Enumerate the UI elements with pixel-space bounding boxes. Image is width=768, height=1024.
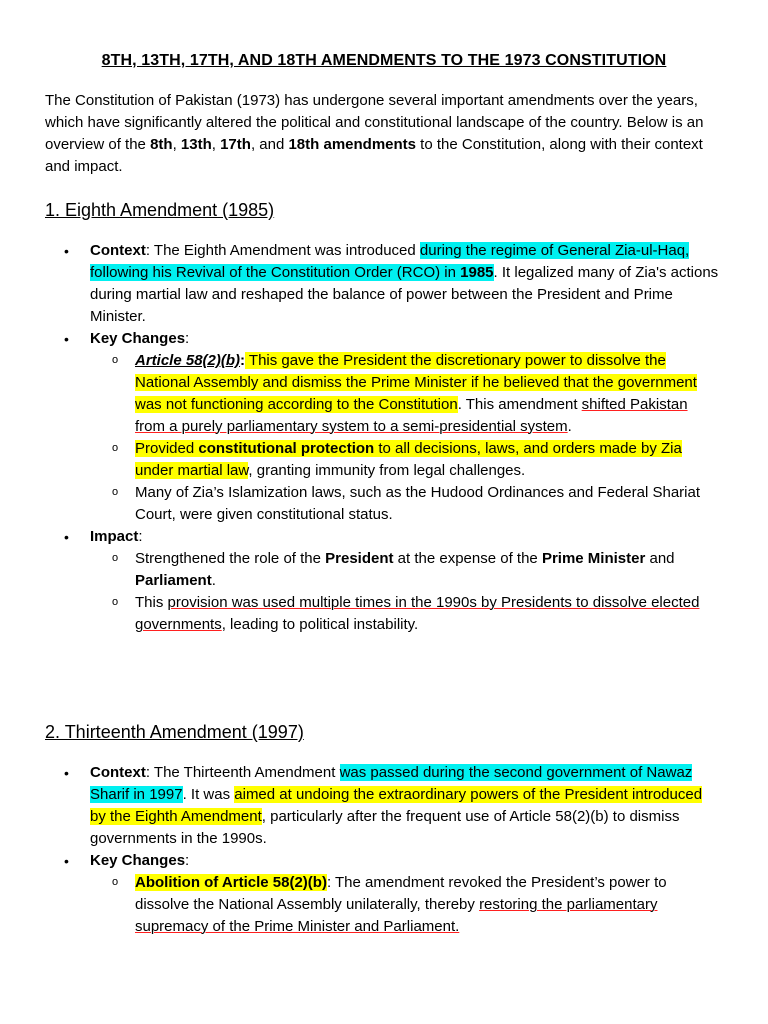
context-13th-text-3: , particularly after the frequent use of Article 58(2)(b) to dismiss governments in the 1990s. — [90, 808, 680, 847]
section2-list — [62, 762, 720, 938]
article-58-text-1: . This amendment — [457, 396, 582, 413]
impact-text-2: at the expense of the — [393, 550, 542, 567]
context-13th-highlight-yellow: aimed at undoing the extraordinary powers of the President introduced by the Eighth Amendment — [90, 786, 703, 825]
impact-colon: : — [138, 528, 143, 545]
context-highlight-year: 1985 — [460, 264, 494, 281]
impact-bold-parliament: Parliament — [135, 572, 212, 589]
provision-text-1: This — [135, 594, 168, 611]
context-text-1: : The Eighth Amendment was introduced — [145, 242, 420, 259]
protection-bold: constitutional protection — [198, 440, 375, 457]
list-item-context — [62, 240, 720, 328]
list-item-impact-provision — [90, 592, 720, 636]
intro-bold-18th: 18th amendments — [288, 136, 417, 153]
list-item-context-13th — [62, 762, 720, 850]
list-item-impact-president — [90, 548, 720, 592]
list-item-constitutional-protection — [90, 438, 720, 482]
key-changes-sublist — [90, 350, 720, 526]
article-58-colon: : — [240, 352, 246, 369]
intro-text-3: , — [211, 136, 221, 153]
impact-bold-prime-minister: Prime Minister — [541, 550, 646, 567]
article-58-highlight: This gave the President the discretionary power to dissolve the National Assembly and dismiss the Prime Minister if he believed that the government was not functioning according to the Constitution — [135, 352, 697, 413]
key-changes-colon: : — [185, 330, 190, 347]
abolition-text: : The amendment revoked the President’s power to dissolve the National Assembly unilaterally, thereby — [135, 874, 667, 913]
article-58-label: Article 58(2)(b) — [135, 352, 241, 369]
list-item-islamization — [90, 482, 720, 526]
intro-bold-8th: 8th — [150, 136, 173, 153]
impact-text-1: Strengthened the role of the — [135, 550, 326, 567]
impact-label: Impact — [90, 528, 139, 545]
impact-sublist — [90, 548, 720, 636]
intro-paragraph — [45, 90, 725, 178]
protection-highlight-1: Provided — [135, 440, 199, 457]
context-highlight-text: during the regime of General Zia-ul-Haq, following his Revival of the Constitution Order (RCO) in — [90, 242, 690, 281]
impact-bold-president: President — [325, 550, 394, 567]
list-item-key-changes-13th — [62, 850, 720, 938]
context-13th-label: Context — [90, 764, 146, 781]
provision-underline: provision was used multiple times in the 1990s by Presidents to dissolve elected governments — [135, 594, 700, 633]
context-13th-text-1: : The Thirteenth Amendment — [145, 764, 340, 781]
section1-list — [62, 240, 720, 636]
article-58-text-2: . — [567, 418, 572, 435]
intro-bold-17th: 17th — [220, 136, 251, 153]
intro-text-2: , — [172, 136, 181, 153]
section-heading-eighth-amendment: 1. Eighth Amendment (1985) — [45, 200, 275, 220]
provision-text-2: , leading to political instability. — [221, 616, 419, 633]
list-item-abolition — [90, 872, 720, 938]
section-heading-thirteenth-amendment: 2. Thirteenth Amendment (1997) — [45, 722, 304, 742]
list-item-article-58 — [90, 350, 720, 438]
abolition-underline: restoring the parliamentary supremacy of the Prime Minister and Parliament. — [135, 896, 658, 935]
key-changes-13th-colon: : — [185, 852, 190, 869]
list-item-impact — [62, 526, 720, 636]
intro-text-4: , and — [250, 136, 289, 153]
context-13th-highlight-cyan: was passed during the second government of Nawaz Sharif in 1997 — [90, 764, 693, 803]
key-changes-label: Key Changes — [90, 330, 186, 347]
islamization-text: Many of Zia’s Islamization laws, such as the Hudood Ordinances and Federal Shariat Court, were given constitutional status. — [135, 484, 701, 523]
key-changes-13th-label: Key Changes — [90, 852, 186, 869]
protection-text: , granting immunity from legal challenges. — [248, 462, 526, 479]
list-item-key-changes — [62, 328, 720, 526]
impact-text-4: . — [211, 572, 216, 589]
context-13th-text-2: . It was — [182, 786, 235, 803]
impact-text-3: and — [645, 550, 675, 567]
intro-text-5: to the Constitution, along with their context and impact. — [45, 136, 703, 175]
context-text-2: . It legalized many of Zia's actions during martial law and reshaped the balance of power between the President and Prime Minister. — [90, 264, 719, 325]
protection-highlight-2: to all decisions, laws, and orders made by Zia under martial law — [135, 440, 682, 479]
intro-text-1: The Constitution of Pakistan (1973) has undergone several important amendments over the years, which have significantly altered the political and constitutional landscape of the country. Below is an overview of the — [45, 92, 704, 153]
document-title: 8TH, 13TH, 17TH, AND 18TH AMENDMENTS TO THE 1973 CONSTITUTION — [101, 52, 667, 69]
abolition-highlight: Abolition of Article 58(2)(b) — [135, 874, 327, 891]
intro-bold-13th: 13th — [180, 136, 212, 153]
key-changes-13th-sublist — [90, 872, 720, 938]
article-58-underline: shifted Pakistan from a purely parliamentary system to a semi-presidential system — [135, 396, 688, 435]
context-label: Context — [90, 242, 146, 259]
